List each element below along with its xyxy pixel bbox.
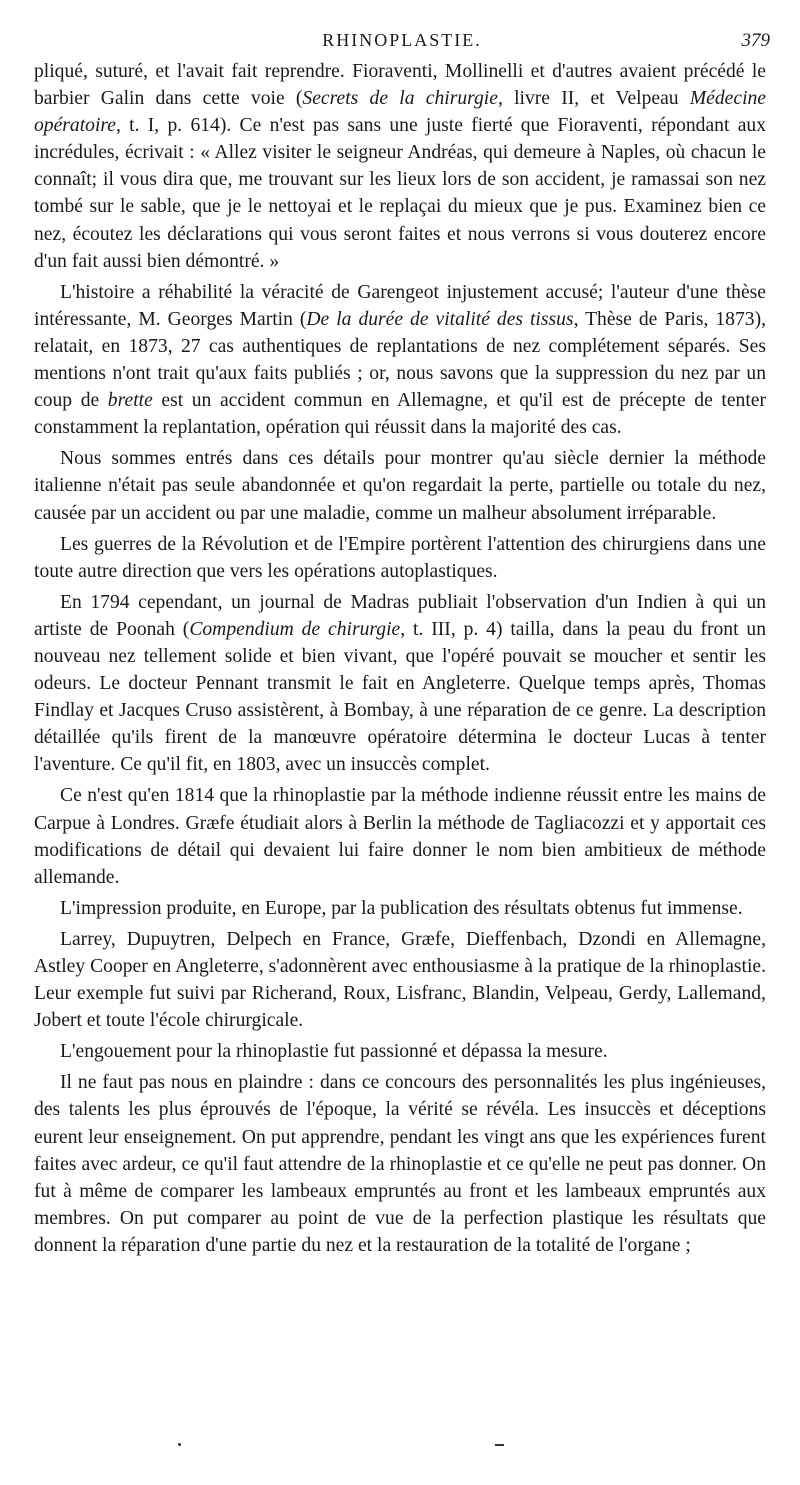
- paragraph: [34, 531, 766, 585]
- paragraph: [34, 445, 766, 526]
- text-run: , t. I, p. 614). Ce n'est pas sans une juste fierté que Fioraventi, répondant aux incrédules, écrivait : « Allez visiter le seigneur Andréas, qui demeure à Naples, où chacun le connaît; il vous dira que, me trouvant sur les lieux lors de son accident, je ramassai son nez tombé sur le sable, que je le nettoyai et le replaçai du mieux que je pus. Examinez bien ce nez, écoutez les déclarations qui vous seront faites et nous verrons si vous douterez encore d'un fait aussi bien démontré. »: [34, 115, 766, 272]
- text-run: est un accident commun en Allemagne, et qu'il est de précepte de tenter constamment la replantation, opération qui réussit dans la majorité des cas.: [34, 390, 766, 439]
- italic-title: Compendium de chirurgie: [189, 618, 401, 640]
- text-run: L'impression produite, en Europe, par la publication des résultats obtenus fut immense.: [60, 897, 743, 919]
- paragraph: [34, 589, 766, 779]
- text-run: Les guerres de la Révolution et de l'Empire portèrent l'attention des chirurgiens dans une toute autre direction que vers les opérations autoplastiques.: [34, 533, 766, 582]
- italic-title: Médecine opératoire: [34, 88, 767, 137]
- text-run: Ce n'est qu'en 1814 que la rhinoplastie par la méthode indienne réussit entre les mains de Carpue à Londres. Græfe étudiait alors à Berlin la méthode de Tagliacozzi et y apportait ces modifications de détail qui devaient lui faire donner le nom bien ambitieux de méthode allemande.: [34, 785, 766, 888]
- printer-dot-mark: [178, 1443, 181, 1446]
- italic-title: De la durée de vitalité des tissus: [306, 308, 574, 330]
- text-run: , t. III, p. 4) tailla, dans la peau du front un nouveau nez tellement solide et bien vivant, que l'opéré pouvait se moucher et sentir les odeurs. Le docteur Pennant transmit le fait en Angleterre. Quelque temps après, Thomas Findlay et Jacques Cruso assistèrent, à Bombay, à une réparation de ce genre. La description détaillée qu'ils firent de la manœuvre opératoire détermina le docteur Lucas à tenter l'aventure. Ce qu'il fit, en 1803, avec un insuccès complet.: [34, 618, 767, 776]
- text-run: , Thèse de Paris, 1873), relatait, en 1873, 27 cas authentiques de replantations de nez complétement séparés. Ses mentions n'ont trait qu'aux faits publiés ; or, nous savons que la suppression du nez par un coup de: [34, 308, 766, 412]
- paragraph: [34, 782, 766, 890]
- page-number: 379: [741, 30, 770, 51]
- paragraph: [34, 279, 766, 442]
- running-head: RHINOPLASTIE.: [322, 30, 482, 50]
- text-run: Il ne faut pas nous en plaindre : dans ce concours des personnalités les plus ingénieuses, des talents les plus éprouvés de l'époque, la vérité se révéla. Les insuccès et déceptions eurent leur enseignement. On put apprendre, pendant les vingt ans que les expériences furent faites avec ardeur, ce qu'il faut attendre de la rhinoplastie et ce qu'elle ne peut pas donner. On fut à même de comparer les lambeaux empruntés au front et les lambeaux empruntés aux membres. On put comparer au point de vue de la perfection plastique les résultats que donnent la réparation d'une partie du nez et la restauration de la totalité de l'organe ;: [34, 1072, 766, 1256]
- italic-title: Secrets de la chirurgie: [302, 88, 498, 110]
- printer-dash-mark: [495, 1444, 504, 1446]
- paragraph: [34, 895, 766, 922]
- text-run: pliqué, suturé, et l'avait fait reprendre. Fioraventi, Mollinelli et d'autres avaient précédé le barbier Galin dans cette voie (: [34, 61, 766, 110]
- body-text: [34, 58, 766, 1259]
- printer-marks: [0, 1440, 800, 1460]
- text-run: , livre II, et Velpeau: [497, 88, 690, 110]
- text-run: Nous sommes entrés dans ces détails pour montrer qu'au siècle dernier la méthode italienne n'était pas seule abandonnée et qu'on regardait la perte, partielle ou totale du nez, causée par un accident ou par une maladie, comme un malheur absolument irréparable.: [34, 448, 766, 524]
- text-run: L'histoire a réhabilité la véracité de Garengeot injustement accusé; l'auteur d'une thèse intéressante, M. Georges Martin (: [34, 281, 766, 330]
- paragraph: [34, 1069, 766, 1259]
- text-run: L'engouement pour la rhinoplastie fut passionné et dépassa la mesure.: [60, 1041, 608, 1063]
- paragraph: [34, 1038, 766, 1065]
- text-run: En 1794 cependant, un journal de Madras publiait l'observation d'un Indien à qui un artiste de Poonah (: [34, 591, 766, 640]
- paragraph: [34, 58, 766, 275]
- page-header: [34, 30, 770, 60]
- paragraph: [34, 926, 766, 1034]
- text-run: Larrey, Dupuytren, Delpech en France, Græfe, Dieffenbach, Dzondi en Allemagne, Astley Cooper en Angleterre, s'adonnèrent avec enthousiasme à la pratique de la rhinoplastie. Leur exemple fut suivi par Richerand, Roux, Lisfranc, Blandin, Velpeau, Gerdy, Lallemand, Jobert et toute l'école chirurgicale.: [34, 928, 766, 1032]
- italic-title: brette: [107, 390, 153, 412]
